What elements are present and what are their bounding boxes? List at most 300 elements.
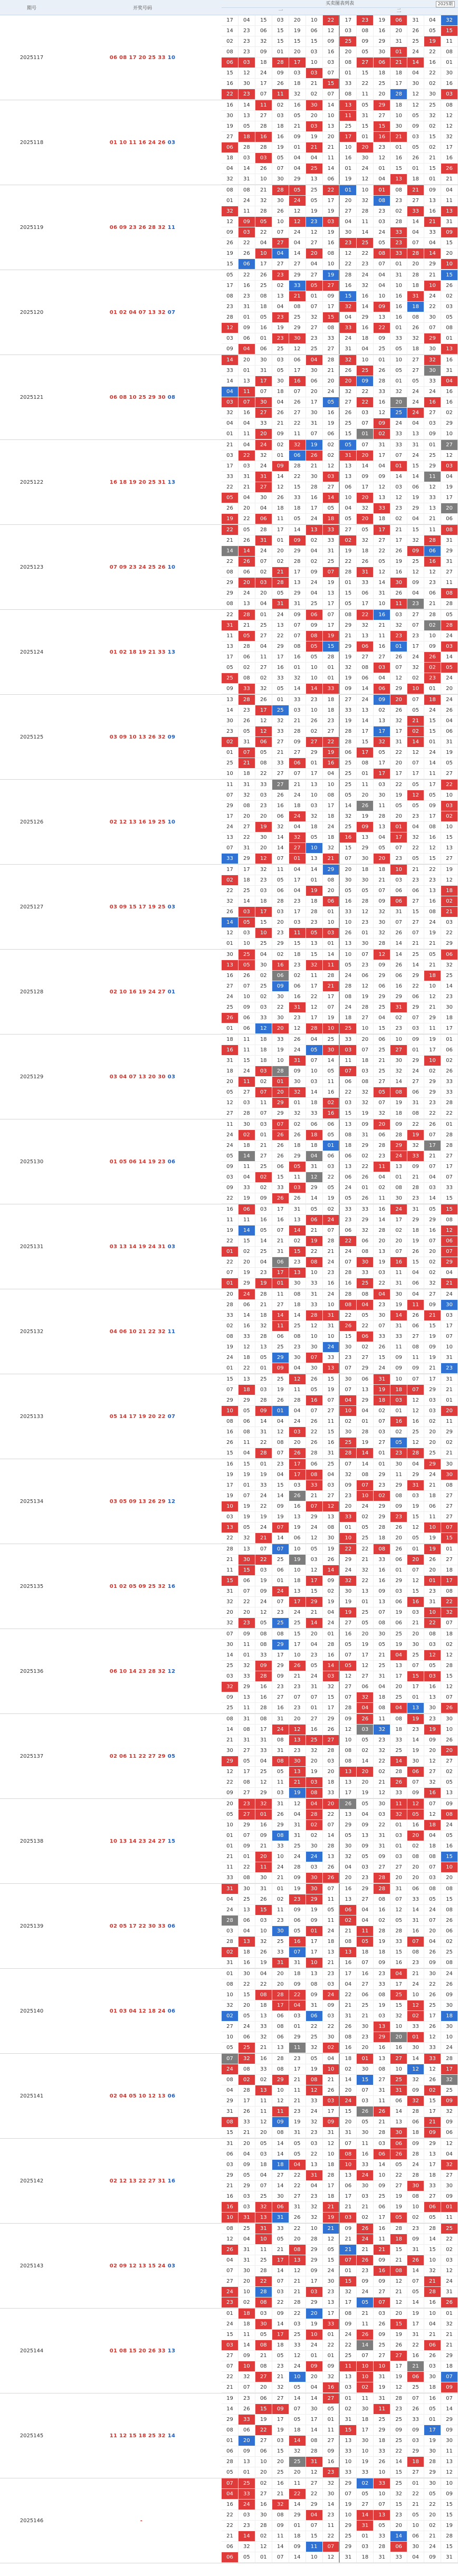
grid-cell: 23 bbox=[424, 1098, 441, 1108]
grid-cell: 22 bbox=[357, 1544, 374, 1555]
grid-cell: 01 bbox=[222, 1969, 238, 1979]
grid-cell: 22 bbox=[306, 2149, 323, 2160]
grid-cell: 21 bbox=[222, 2382, 238, 2393]
grid-cell: 11 bbox=[238, 1162, 255, 1172]
grid-cell: 28 bbox=[424, 2457, 441, 2467]
grid-cell: 29 bbox=[374, 992, 390, 1002]
numbers-cell bbox=[63, 695, 222, 779]
grid-cell: 03 bbox=[424, 1671, 441, 1682]
grid-cell: 27 bbox=[272, 2170, 289, 2181]
grid-cell: 16 bbox=[222, 2500, 238, 2510]
grid-cell: 01 bbox=[374, 164, 390, 174]
grid-cell: 09 bbox=[306, 567, 323, 578]
grid-cell: 23 bbox=[289, 896, 306, 907]
grid-cell: 15 bbox=[424, 1321, 441, 1332]
grid-cell: 28 bbox=[323, 1841, 340, 1852]
grid-cell: 11 bbox=[306, 2542, 323, 2552]
grid-cell: 03 bbox=[306, 1777, 323, 1788]
grid-cell: 33 bbox=[238, 1183, 255, 1193]
grid-cell: 07 bbox=[323, 1395, 340, 1406]
grid-cell: 08 bbox=[238, 1725, 255, 1735]
grid-cell: 07 bbox=[441, 1692, 458, 1703]
grid-cell: 24 bbox=[323, 387, 340, 397]
grid-cell: 21 bbox=[441, 2330, 458, 2340]
period-cell: 2025121 bbox=[20, 394, 44, 400]
grid-cell: 02 bbox=[289, 1236, 306, 1247]
grid-cell: 17 bbox=[424, 2011, 441, 2022]
grid-cell: 25 bbox=[238, 2224, 255, 2234]
grid-cell: 26 bbox=[441, 1066, 458, 1077]
grid-cell: 24 bbox=[222, 1130, 238, 1141]
grid-cell: 04 bbox=[424, 238, 441, 248]
grid-cell: 10 bbox=[357, 1491, 374, 1501]
grid-cell: 26 bbox=[374, 2457, 390, 2467]
grid-cell: 21 bbox=[340, 631, 357, 641]
grid-cell: 26 bbox=[238, 2106, 255, 2117]
grid-cell: 17 bbox=[255, 376, 272, 387]
grid-cell: 17 bbox=[390, 1671, 407, 1682]
grid-cell: 33 bbox=[390, 429, 407, 439]
grid-cell: 15 bbox=[390, 2319, 407, 2330]
grid-cell: 03 bbox=[357, 1862, 374, 1873]
grid-cell: 02 bbox=[374, 705, 390, 716]
table-row bbox=[0, 1544, 458, 1629]
grid-cell: 27 bbox=[323, 2393, 340, 2404]
grid-cell: 23 bbox=[390, 238, 407, 248]
grid-cell: 21 bbox=[340, 2202, 357, 2213]
grid-cell: 01 bbox=[441, 2202, 458, 2213]
grid-cell: 16 bbox=[272, 663, 289, 673]
red-numbers: 02 06 11 22 27 29 bbox=[109, 1753, 166, 1759]
grid-cell: 27 bbox=[390, 2351, 407, 2361]
grid-cell: 14 bbox=[289, 2393, 306, 2404]
grid-cell: 04 bbox=[424, 1937, 441, 1947]
grid-cell: 31 bbox=[238, 2213, 255, 2223]
grid-cell: 03 bbox=[323, 472, 340, 482]
grid-cell: 29 bbox=[289, 588, 306, 599]
grid-cell: 18 bbox=[255, 58, 272, 68]
grid-cell: 18 bbox=[374, 865, 390, 875]
grid-cell: 21 bbox=[407, 2361, 424, 2372]
grid-cell: 24 bbox=[357, 2170, 374, 2181]
grid-cell: 27 bbox=[340, 206, 357, 217]
grid-cell: 21 bbox=[424, 270, 441, 281]
grid-cell: 32 bbox=[424, 355, 441, 366]
grid-cell: 08 bbox=[289, 641, 306, 652]
grid-cell: 07 bbox=[407, 695, 424, 705]
grid-cell: 22 bbox=[323, 1172, 340, 1183]
grid-cell: 09 bbox=[323, 291, 340, 302]
grid-cell: 04 bbox=[289, 1406, 306, 1416]
grid-cell: 16 bbox=[222, 1204, 238, 1215]
grid-cell: 17 bbox=[424, 1045, 441, 1056]
grid-cell: 03 bbox=[238, 2510, 255, 2521]
grid-cell: 22 bbox=[424, 68, 441, 79]
grid-cell: 11 bbox=[441, 578, 458, 588]
grid-cell: 15 bbox=[390, 2500, 407, 2510]
grid-cell: 07 bbox=[272, 1119, 289, 1130]
grid-cell: 02 bbox=[255, 1077, 272, 1087]
grid-cell: 12 bbox=[407, 2064, 424, 2075]
grid-cell: 32 bbox=[407, 333, 424, 344]
grid-cell: 28 bbox=[407, 2106, 424, 2117]
grid-cell: 03 bbox=[289, 917, 306, 928]
grid-cell: 10 bbox=[272, 2085, 289, 2096]
grid-cell: 31 bbox=[238, 737, 255, 748]
grid-cell: 05 bbox=[424, 26, 441, 36]
grid-cell: 19 bbox=[390, 1640, 407, 1650]
grid-cell: 08 bbox=[441, 1958, 458, 1968]
grid-cell: 12 bbox=[390, 2297, 407, 2308]
grid-cell: 19 bbox=[289, 1788, 306, 1798]
grid-cell: 05 bbox=[374, 843, 390, 854]
grid-cell: 28 bbox=[255, 1703, 272, 1713]
grid-cell: 11 bbox=[222, 1119, 238, 1130]
grid-cell: 22 bbox=[407, 843, 424, 854]
grid-cell: 29 bbox=[289, 1151, 306, 1162]
grid-cell: 22 bbox=[222, 1533, 238, 1544]
grid-cell: 02 bbox=[222, 1321, 238, 1332]
grid-cell: 17 bbox=[323, 196, 340, 206]
grid-cell: 25 bbox=[340, 822, 357, 832]
table-row bbox=[0, 1035, 458, 1119]
grid-cell: 32 bbox=[255, 2032, 272, 2043]
grid-cell: 13 bbox=[357, 1586, 374, 1597]
grid-cell: 15 bbox=[238, 1565, 255, 1576]
grid-cell: 10 bbox=[357, 2361, 374, 2372]
grid-cell: 11 bbox=[323, 1416, 340, 1427]
grid-cell: 08 bbox=[374, 1703, 390, 1713]
grid-cell: 33 bbox=[407, 1894, 424, 1905]
grid-cell: 02 bbox=[222, 1947, 238, 1958]
grid-cell: 18 bbox=[340, 1141, 357, 1151]
grid-cell: 26 bbox=[424, 2022, 441, 2032]
grid-cell: 29 bbox=[357, 1884, 374, 1894]
red-numbers: 06 08 17 20 25 33 bbox=[109, 54, 166, 61]
grid-cell: 32 bbox=[374, 1725, 390, 1735]
grid-cell: 28 bbox=[255, 2287, 272, 2297]
grid-cell: 19 bbox=[407, 1236, 424, 1247]
grid-cell: 32 bbox=[238, 790, 255, 801]
grid-cell: 22 bbox=[289, 418, 306, 429]
grid-cell: 05 bbox=[374, 1087, 390, 1098]
grid-cell: 06 bbox=[390, 2542, 407, 2552]
grid-cell: 16 bbox=[374, 610, 390, 620]
period-cell: 2025143 bbox=[20, 2263, 44, 2269]
grid-cell: 26 bbox=[407, 2404, 424, 2415]
grid-cell: 09 bbox=[441, 2425, 458, 2436]
grid-cell: 26 bbox=[357, 2224, 374, 2234]
grid-cell: 08 bbox=[323, 875, 340, 886]
grid-cell: 21 bbox=[340, 2234, 357, 2245]
grid-cell: 33 bbox=[272, 726, 289, 737]
grid-cell: 05 bbox=[238, 1522, 255, 1533]
grid-cell: 20 bbox=[390, 695, 407, 705]
grid-cell: 28 bbox=[441, 1098, 458, 1108]
grid-cell: 09 bbox=[340, 684, 357, 694]
grid-cell: 07 bbox=[357, 418, 374, 429]
grid-cell: 09 bbox=[407, 121, 424, 132]
grid-cell: 26 bbox=[255, 1894, 272, 1905]
grid-cell: 27 bbox=[407, 1077, 424, 1087]
grid-cell: 15 bbox=[289, 1629, 306, 1640]
grid-cell: 21 bbox=[424, 1363, 441, 1374]
grid-cell: 31 bbox=[323, 1310, 340, 1321]
grid-cell: 10 bbox=[441, 2032, 458, 2043]
grid-cell: 20 bbox=[340, 47, 357, 58]
grid-cell: 27 bbox=[441, 854, 458, 864]
grid-cell: 12 bbox=[407, 567, 424, 578]
grid-cell: 03 bbox=[323, 1162, 340, 1172]
grid-cell: 07 bbox=[289, 620, 306, 631]
grid-cell: 11 bbox=[424, 525, 441, 535]
grid-cell: 11 bbox=[238, 387, 255, 397]
grid-cell: 09 bbox=[357, 1820, 374, 1831]
grid-cell: 24 bbox=[306, 2340, 323, 2351]
grid-cell: 24 bbox=[255, 440, 272, 451]
grid-cell: 19 bbox=[357, 811, 374, 822]
grid-cell: 29 bbox=[340, 641, 357, 652]
grid-cell: 09 bbox=[255, 1406, 272, 1416]
grid-cell: 22 bbox=[374, 546, 390, 557]
grid-cell: 18 bbox=[323, 832, 340, 843]
grid-cell: 11 bbox=[255, 1098, 272, 1108]
blue-number: 13 bbox=[167, 2348, 176, 2354]
grid-cell: 11 bbox=[272, 1905, 289, 1916]
grid-cell: 25 bbox=[255, 1767, 272, 1777]
grid-cell: 15 bbox=[289, 482, 306, 493]
grid-cell: 18 bbox=[357, 2552, 374, 2563]
grid-cell: 06 bbox=[390, 1555, 407, 1565]
grid-cell: 29 bbox=[272, 1640, 289, 1650]
grid-cell: 13 bbox=[289, 1735, 306, 1746]
grid-cell: 30 bbox=[374, 1629, 390, 1640]
grid-cell: 04 bbox=[357, 1406, 374, 1416]
grid-cell: 09 bbox=[289, 1979, 306, 1990]
grid-cell: 08 bbox=[323, 323, 340, 333]
grid-cell: 23 bbox=[374, 206, 390, 217]
grid-cell: 17 bbox=[222, 865, 238, 875]
grid-cell: 08 bbox=[272, 2064, 289, 2075]
table-row bbox=[0, 185, 458, 270]
grid-cell: 32 bbox=[374, 928, 390, 939]
grid-cell: 29 bbox=[374, 36, 390, 47]
grid-cell: 03 bbox=[222, 451, 238, 461]
grid-cell: 19 bbox=[222, 121, 238, 132]
grid-cell: 33 bbox=[390, 2552, 407, 2563]
number-grid bbox=[222, 270, 458, 355]
grid-cell: 29 bbox=[407, 971, 424, 981]
grid-cell: 10 bbox=[289, 1650, 306, 1661]
grid-cell: 12 bbox=[441, 875, 458, 886]
grid-cell: 07 bbox=[424, 1130, 441, 1141]
grid-cell: 04 bbox=[289, 164, 306, 174]
grid-cell: 05 bbox=[222, 663, 238, 673]
grid-cell: 21 bbox=[255, 2043, 272, 2053]
grid-cell: 31 bbox=[289, 1056, 306, 1066]
grid-cell: 13 bbox=[390, 1162, 407, 1172]
grid-cell: 01 bbox=[289, 854, 306, 864]
grid-cell: 08 bbox=[222, 1979, 238, 1990]
grid-cell: 14 bbox=[390, 1077, 407, 1087]
grid-cell: 16 bbox=[238, 408, 255, 418]
grid-cell: 33 bbox=[323, 684, 340, 694]
grid-cell: 07 bbox=[357, 440, 374, 451]
grid-cell: 19 bbox=[424, 928, 441, 939]
grid-cell: 05 bbox=[306, 281, 323, 291]
grid-cell: 29 bbox=[306, 1183, 323, 1193]
grid-cell: 21 bbox=[390, 2287, 407, 2297]
grid-cell: 09 bbox=[374, 1586, 390, 1597]
grid-cell: 27 bbox=[272, 259, 289, 270]
grid-cell: 17 bbox=[340, 1969, 357, 1979]
grid-cell: 10 bbox=[306, 673, 323, 684]
grid-cell: 01 bbox=[390, 323, 407, 333]
grid-cell: 18 bbox=[272, 121, 289, 132]
grid-cell: 12 bbox=[374, 408, 390, 418]
grid-cell: 22 bbox=[238, 238, 255, 248]
grid-cell: 03 bbox=[272, 2436, 289, 2446]
grid-cell: 17 bbox=[289, 1597, 306, 1607]
grid-cell: 21 bbox=[424, 1310, 441, 1321]
grid-cell: 21 bbox=[272, 1236, 289, 1247]
grid-cell: 17 bbox=[407, 769, 424, 779]
grid-cell: 08 bbox=[238, 673, 255, 684]
grid-cell: 18 bbox=[407, 344, 424, 355]
grid-cell: 08 bbox=[357, 663, 374, 673]
grid-cell: 30 bbox=[441, 1470, 458, 1480]
grid-cell: 28 bbox=[424, 2224, 441, 2234]
grid-cell: 09 bbox=[374, 2276, 390, 2287]
period-cell: 2025134 bbox=[20, 1498, 44, 1505]
grid-cell: 19 bbox=[289, 1522, 306, 1533]
grid-cell: 09 bbox=[323, 2446, 340, 2457]
grid-cell: 25 bbox=[424, 2000, 441, 2011]
grid-cell: 05 bbox=[289, 1926, 306, 1937]
grid-cell: 09 bbox=[255, 1831, 272, 1841]
grid-cell: 32 bbox=[238, 1533, 255, 1544]
grid-cell: 24 bbox=[407, 408, 424, 418]
grid-cell: 29 bbox=[374, 2425, 390, 2436]
grid-cell: 26 bbox=[390, 960, 407, 971]
period-select[interactable]: 2025期 bbox=[436, 1, 455, 7]
grid-cell: 29 bbox=[289, 270, 306, 281]
grid-cell: 04 bbox=[374, 673, 390, 684]
grid-cell: 05 bbox=[357, 2297, 374, 2308]
grid-cell: 15 bbox=[441, 1533, 458, 1544]
grid-cell: 19 bbox=[374, 1257, 390, 1268]
grid-cell: 03 bbox=[289, 68, 306, 79]
grid-cell: 19 bbox=[272, 1045, 289, 1056]
grid-cell: 01 bbox=[255, 610, 272, 620]
grid-cell: 31 bbox=[306, 2000, 323, 2011]
grid-cell: 14 bbox=[441, 2404, 458, 2415]
grid-cell: 13 bbox=[255, 2011, 272, 2022]
grid-cell: 17 bbox=[357, 482, 374, 493]
grid-cell: 29 bbox=[238, 2181, 255, 2191]
grid-cell: 12 bbox=[407, 1395, 424, 1406]
grid-cell: 07 bbox=[289, 2404, 306, 2415]
grid-cell: 13 bbox=[289, 1268, 306, 1278]
grid-cell: 05 bbox=[357, 1735, 374, 1746]
grid-cell: 21 bbox=[390, 58, 407, 68]
grid-cell: 02 bbox=[255, 567, 272, 578]
grid-cell: 10 bbox=[357, 2446, 374, 2457]
grid-cell: 24 bbox=[306, 1671, 323, 1682]
grid-cell: 29 bbox=[424, 1215, 441, 1225]
grid-cell: 14 bbox=[357, 1756, 374, 1767]
numbers-cell bbox=[63, 1289, 222, 1374]
grid-cell: 25 bbox=[374, 1002, 390, 1013]
grid-cell: 11 bbox=[441, 36, 458, 47]
grid-cell: 05 bbox=[222, 2467, 238, 2478]
grid-cell: 07 bbox=[390, 1247, 407, 1257]
grid-cell: 31 bbox=[407, 1480, 424, 1491]
grid-cell: 19 bbox=[323, 1013, 340, 1023]
grid-cell: 15 bbox=[407, 907, 424, 917]
grid-cell: 14 bbox=[289, 1310, 306, 1321]
grid-cell: 08 bbox=[407, 312, 424, 323]
grid-cell: 21 bbox=[255, 1141, 272, 1151]
grid-cell: 28 bbox=[255, 1289, 272, 1300]
grid-cell: 17 bbox=[238, 1767, 255, 1777]
grid-cell: 09 bbox=[340, 1480, 357, 1491]
grid-cell: 08 bbox=[323, 790, 340, 801]
grid-cell: 16 bbox=[340, 281, 357, 291]
red-numbers: 06 08 10 25 29 30 bbox=[109, 394, 166, 400]
grid-cell: 21 bbox=[289, 2276, 306, 2287]
grid-cell: 04 bbox=[289, 1363, 306, 1374]
grid-cell: 10 bbox=[390, 865, 407, 875]
grid-cell: 12 bbox=[441, 2266, 458, 2276]
grid-cell: 28 bbox=[289, 2297, 306, 2308]
grid-cell: 10 bbox=[289, 2372, 306, 2382]
grid-cell: 07 bbox=[424, 323, 441, 333]
grid-cell: 26 bbox=[238, 716, 255, 726]
grid-cell: 13 bbox=[357, 1385, 374, 1395]
grid-cell: 24 bbox=[222, 992, 238, 1002]
grid-cell: 15 bbox=[272, 26, 289, 36]
grid-cell: 10 bbox=[390, 1035, 407, 1045]
grid-cell: 33 bbox=[238, 684, 255, 694]
grid-cell: 09 bbox=[272, 2117, 289, 2128]
grid-cell: 31 bbox=[441, 366, 458, 376]
grid-cell: 23 bbox=[357, 259, 374, 270]
grid-cell: 02 bbox=[424, 1066, 441, 1077]
grid-cell: 04 bbox=[306, 153, 323, 164]
grid-cell: 03 bbox=[340, 2382, 357, 2393]
grid-cell: 21 bbox=[289, 1671, 306, 1682]
grid-cell: 06 bbox=[306, 26, 323, 36]
grid-cell: 10 bbox=[407, 1990, 424, 2000]
grid-cell: 25 bbox=[340, 2351, 357, 2361]
grid-cell: 26 bbox=[306, 451, 323, 461]
grid-cell: 29 bbox=[272, 2075, 289, 2085]
grid-cell: 29 bbox=[272, 641, 289, 652]
grid-cell: 17 bbox=[441, 493, 458, 503]
grid-cell: 08 bbox=[441, 1480, 458, 1491]
grid-cell: 31 bbox=[222, 1884, 238, 1894]
grid-cell: 28 bbox=[374, 1873, 390, 1883]
grid-cell: 11 bbox=[441, 2213, 458, 2223]
grid-cell: 16 bbox=[222, 2202, 238, 2213]
grid-cell: 33 bbox=[390, 1937, 407, 1947]
grid-cell: 14 bbox=[222, 376, 238, 387]
grid-cell: 04 bbox=[374, 1172, 390, 1183]
grid-cell: 25 bbox=[441, 2224, 458, 2234]
grid-cell: 20 bbox=[424, 2510, 441, 2521]
blue-number: 10 bbox=[167, 564, 176, 570]
